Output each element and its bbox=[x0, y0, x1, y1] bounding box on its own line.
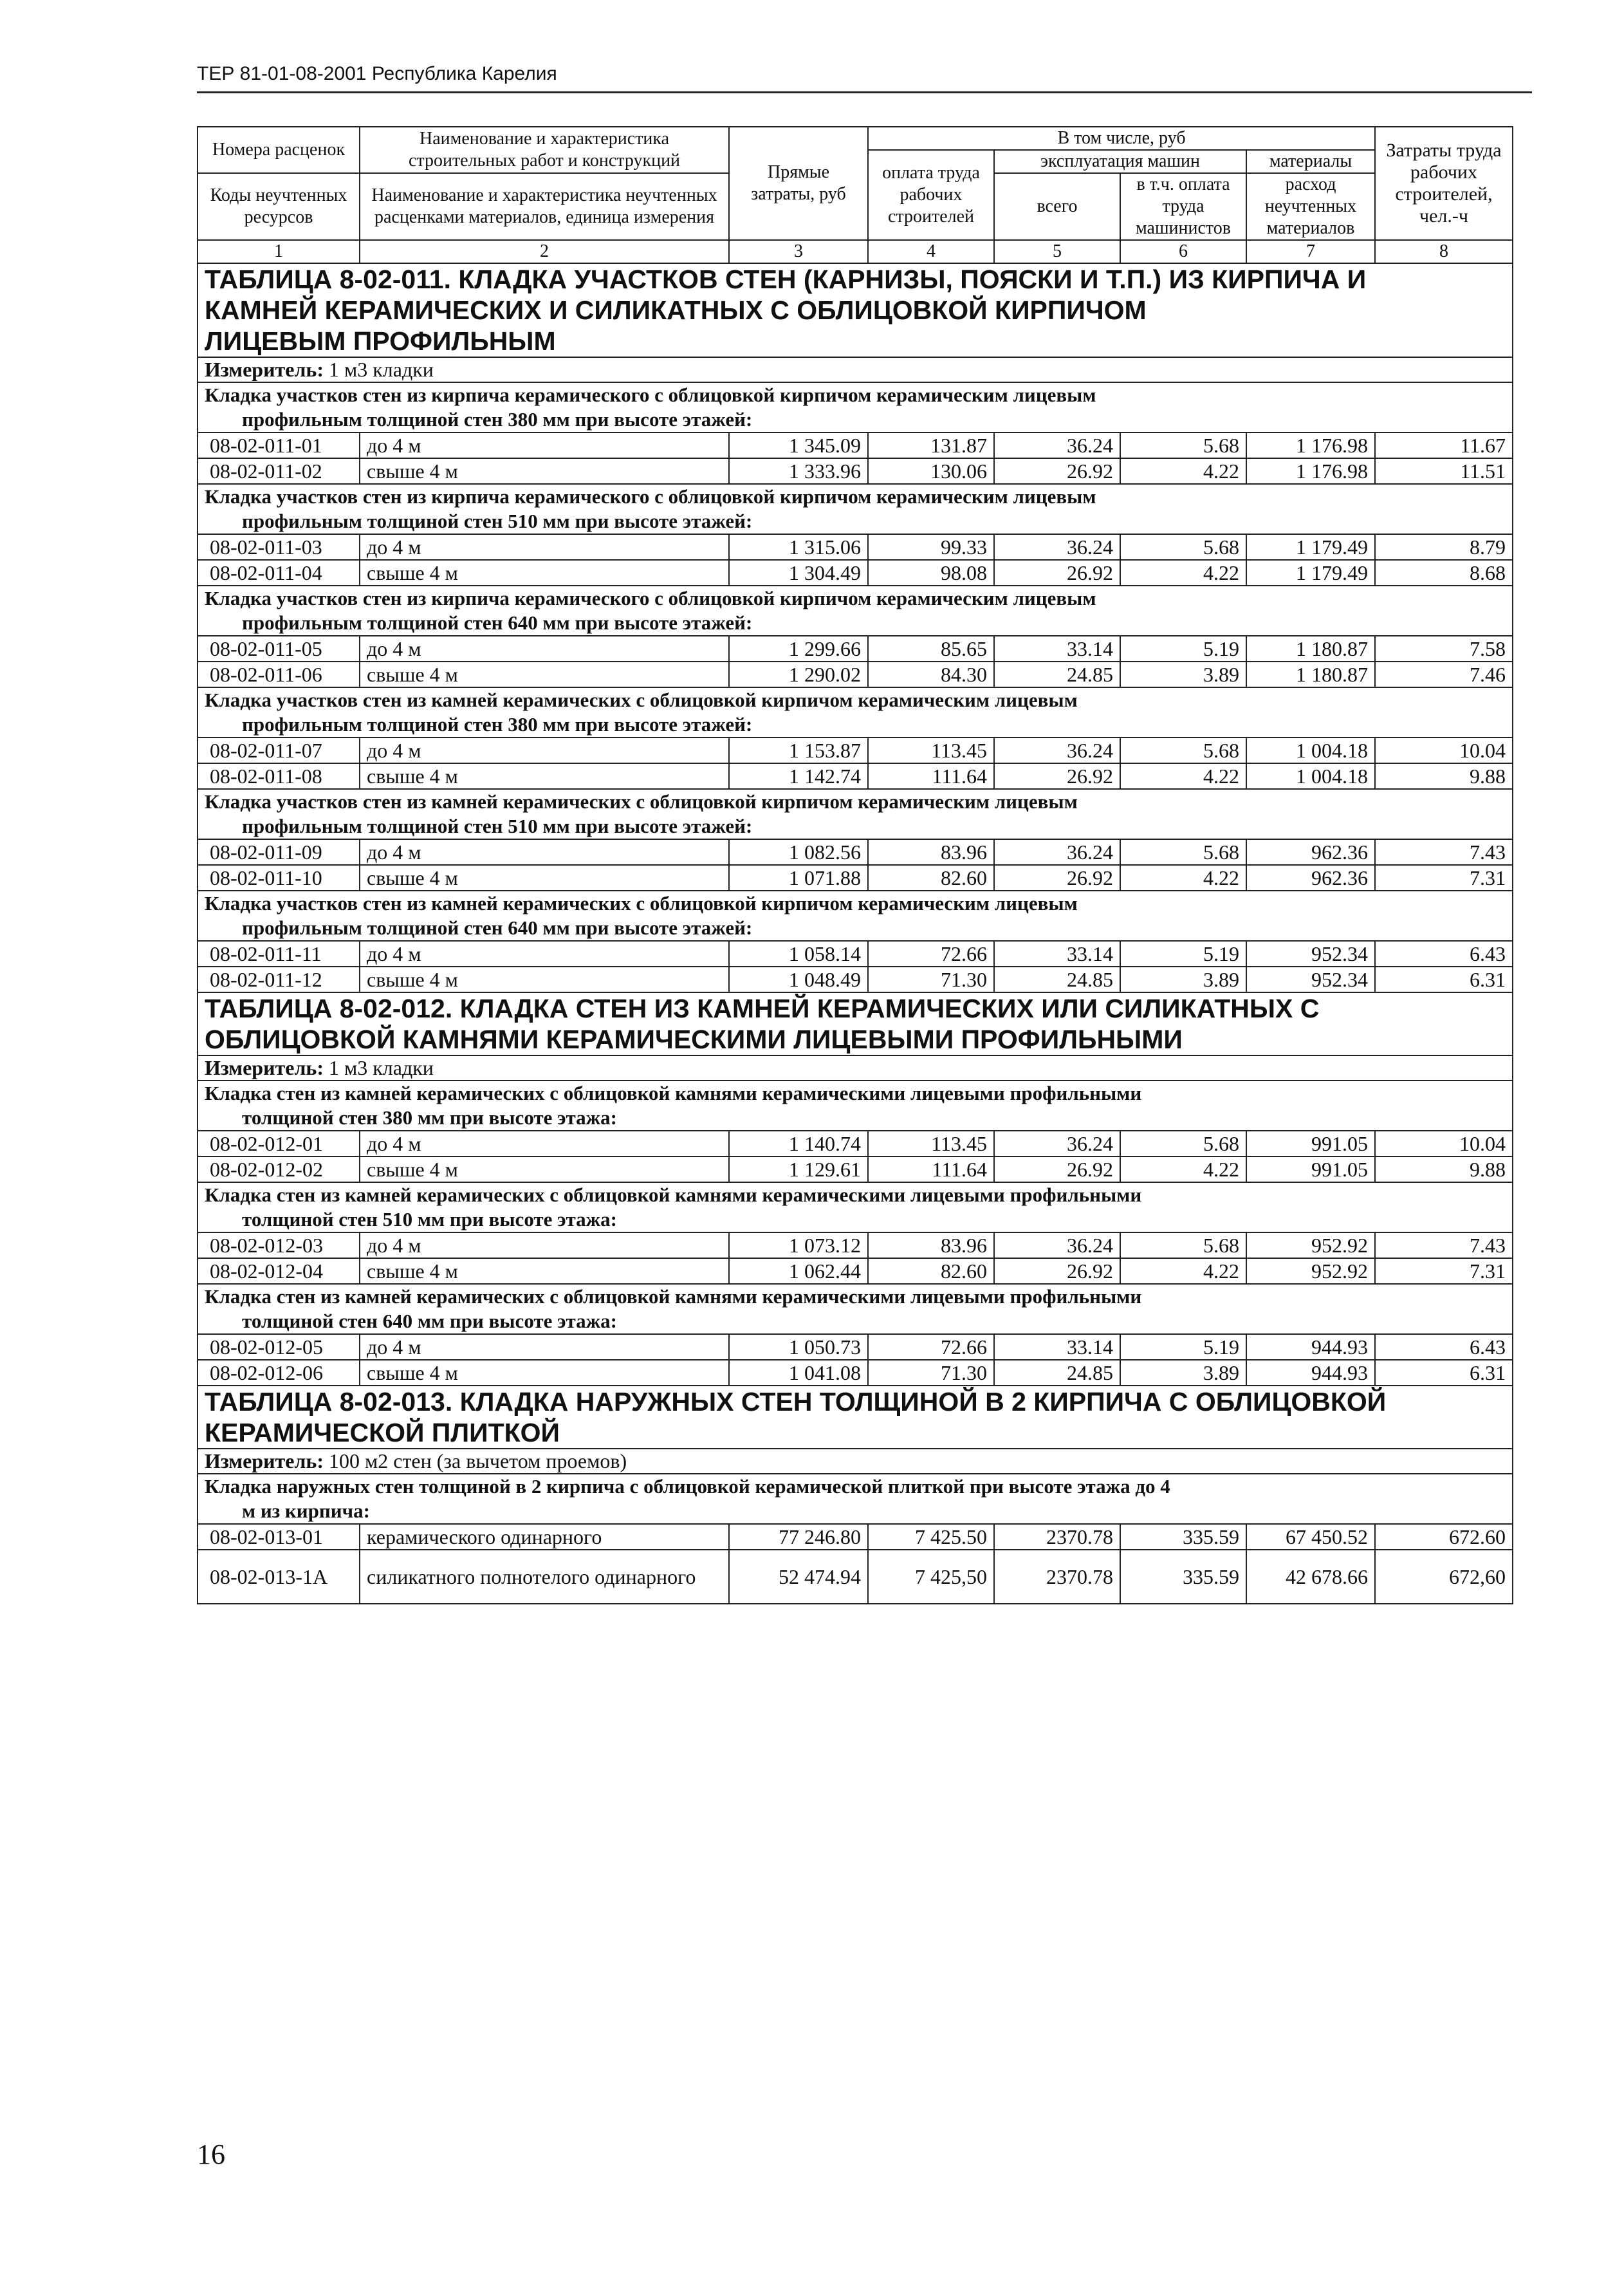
work-name: керамического одинарного bbox=[360, 1524, 729, 1550]
labor-wages: 113.45 bbox=[868, 1131, 994, 1156]
operator-wages: 335.59 bbox=[1120, 1550, 1246, 1604]
work-name: до 4 м bbox=[360, 839, 729, 865]
table-title bbox=[198, 992, 1513, 1055]
rate-code: 08-02-011-06 bbox=[198, 662, 360, 687]
table-row bbox=[198, 432, 1513, 458]
rate-code: 08-02-011-02 bbox=[198, 458, 360, 484]
labor-wages: 83.96 bbox=[868, 839, 994, 865]
table-row bbox=[198, 839, 1513, 865]
labor-wages: 99.33 bbox=[868, 534, 994, 560]
col-header-incl: В том числе, руб bbox=[868, 127, 1375, 150]
col-header-resource-codes: Коды неучтенных ресурсов bbox=[198, 173, 360, 240]
table-row bbox=[198, 1258, 1513, 1284]
table-title bbox=[198, 1386, 1513, 1449]
group-heading-line: профильным толщиной стен 380 мм при высоте этажей: bbox=[242, 713, 753, 736]
group-heading-line: Кладка стен из камней керамических с облицовкой камнями керамическими лицевыми профильными bbox=[205, 1082, 1142, 1104]
group-heading bbox=[198, 484, 1513, 534]
operator-wages: 4.22 bbox=[1120, 763, 1246, 789]
group-heading-line: Кладка участков стен из кирпича керамического с облицовкой кирпичом керамическим лицевым bbox=[205, 485, 1096, 508]
table-title-row bbox=[198, 1386, 1513, 1449]
direct-cost: 1 062.44 bbox=[729, 1258, 868, 1284]
table-title-line: КЕРАМИЧЕСКОЙ ПЛИТКОЙ bbox=[205, 1418, 560, 1447]
rate-code: 08-02-011-10 bbox=[198, 865, 360, 891]
table-row bbox=[198, 534, 1513, 560]
col-number: 3 bbox=[729, 240, 868, 263]
group-heading bbox=[198, 687, 1513, 738]
col-number: 8 bbox=[1375, 240, 1513, 263]
materials-cost: 952.34 bbox=[1246, 941, 1375, 967]
direct-cost: 1 129.61 bbox=[729, 1156, 868, 1182]
operator-wages: 4.22 bbox=[1120, 1258, 1246, 1284]
group-heading-line: Кладка стен из камней керамических с облицовкой камнями керамическими лицевыми профильными bbox=[205, 1184, 1142, 1206]
materials-cost: 944.93 bbox=[1246, 1360, 1375, 1386]
column-number-row bbox=[198, 240, 1513, 263]
labor-wages: 131.87 bbox=[868, 432, 994, 458]
table-row bbox=[198, 738, 1513, 763]
machine-cost: 2370.78 bbox=[994, 1524, 1120, 1550]
rate-code: 08-02-013-01 bbox=[198, 1524, 360, 1550]
group-heading bbox=[198, 1474, 1513, 1524]
rate-code: 08-02-012-06 bbox=[198, 1360, 360, 1386]
operator-wages: 3.89 bbox=[1120, 967, 1246, 992]
table-row bbox=[198, 662, 1513, 687]
group-heading-line: профильным толщиной стен 510 мм при высоте этажей: bbox=[242, 815, 753, 837]
unit-label: Измеритель: bbox=[205, 1449, 324, 1472]
operator-wages: 3.89 bbox=[1120, 662, 1246, 687]
direct-cost: 1 082.56 bbox=[729, 839, 868, 865]
direct-cost: 1 142.74 bbox=[729, 763, 868, 789]
rate-code: 08-02-011-04 bbox=[198, 560, 360, 586]
work-name: до 4 м bbox=[360, 534, 729, 560]
machine-cost: 33.14 bbox=[994, 1334, 1120, 1360]
labor-wages: 71.30 bbox=[868, 967, 994, 992]
col-header-unaccounted-materials: расход неучтенных материалов bbox=[1246, 173, 1375, 240]
col-number: 1 bbox=[198, 240, 360, 263]
table-unit bbox=[198, 1055, 1513, 1081]
labor-hours: 6.43 bbox=[1375, 1334, 1513, 1360]
col-header-labor-hours: Затраты труда рабочих строителей, чел.-ч bbox=[1375, 127, 1513, 240]
header-row-1 bbox=[198, 127, 1513, 150]
table-title-line: ОБЛИЦОВКОЙ КАМНЯМИ КЕРАМИЧЕСКИМИ ЛИЦЕВЫМИ ПРОФИЛЬНЫМИ bbox=[205, 1025, 1183, 1054]
work-name: свыше 4 м bbox=[360, 967, 729, 992]
table-unit-row bbox=[198, 1449, 1513, 1474]
group-heading-line: толщиной стен 380 мм при высоте этажа: bbox=[242, 1106, 617, 1129]
table-title-line: ТАБЛИЦА 8-02-012. КЛАДКА СТЕН ИЗ КАМНЕЙ КЕРАМИЧЕСКИХ ИЛИ СИЛИКАТНЫХ С bbox=[205, 994, 1320, 1023]
group-heading-line: профильным толщиной стен 640 мм при высоте этажей: bbox=[242, 611, 753, 634]
table-title-row bbox=[198, 263, 1513, 357]
labor-wages: 113.45 bbox=[868, 738, 994, 763]
labor-hours: 9.88 bbox=[1375, 763, 1513, 789]
work-name: свыше 4 м bbox=[360, 662, 729, 687]
labor-wages: 85.65 bbox=[868, 636, 994, 662]
rate-code: 08-02-013-1А bbox=[198, 1550, 360, 1604]
group-heading-line: Кладка наружных стен толщиной в 2 кирпича с облицовкой керамической плиткой при высоте этажа до 4 bbox=[205, 1475, 1170, 1498]
direct-cost: 1 290.02 bbox=[729, 662, 868, 687]
rate-code: 08-02-011-01 bbox=[198, 432, 360, 458]
labor-wages: 111.64 bbox=[868, 1156, 994, 1182]
labor-wages: 7 425.50 bbox=[868, 1524, 994, 1550]
unit-value: 1 м3 кладки bbox=[328, 1056, 434, 1079]
direct-cost: 52 474.94 bbox=[729, 1550, 868, 1604]
operator-wages: 5.19 bbox=[1120, 1334, 1246, 1360]
materials-cost: 952.92 bbox=[1246, 1258, 1375, 1284]
machine-cost: 33.14 bbox=[994, 941, 1120, 967]
group-heading-line: профильным толщиной стен 380 мм при высоте этажей: bbox=[242, 408, 753, 431]
direct-cost: 1 153.87 bbox=[729, 738, 868, 763]
table-row bbox=[198, 636, 1513, 662]
direct-cost: 1 140.74 bbox=[729, 1131, 868, 1156]
table-row bbox=[198, 560, 1513, 586]
running-header: ТЕР 81-01-08-2001 Республика Карелия bbox=[197, 63, 557, 84]
labor-hours: 6.31 bbox=[1375, 1360, 1513, 1386]
materials-cost: 1 179.49 bbox=[1246, 534, 1375, 560]
direct-cost: 1 333.96 bbox=[729, 458, 868, 484]
col-header-resource-names: Наименование и характеристика неучтенных расценками материалов, единица измерения bbox=[360, 173, 729, 240]
group-heading-row bbox=[198, 1284, 1513, 1334]
group-heading-line: Кладка участков стен из кирпича керамического с облицовкой кирпичом керамическим лицевым bbox=[205, 587, 1096, 609]
labor-hours: 7.31 bbox=[1375, 1258, 1513, 1284]
labor-wages: 82.60 bbox=[868, 865, 994, 891]
col-number: 2 bbox=[360, 240, 729, 263]
work-name: свыше 4 м bbox=[360, 865, 729, 891]
labor-hours: 672.60 bbox=[1375, 1524, 1513, 1550]
group-heading bbox=[198, 1182, 1513, 1232]
group-heading-line: Кладка участков стен из камней керамических с облицовкой кирпичом керамическим лицевым bbox=[205, 790, 1078, 813]
group-heading-line: Кладка участков стен из камней керамических с облицовкой кирпичом керамическим лицевым bbox=[205, 689, 1078, 711]
machine-cost: 24.85 bbox=[994, 1360, 1120, 1386]
labor-wages: 72.66 bbox=[868, 1334, 994, 1360]
rate-code: 08-02-011-05 bbox=[198, 636, 360, 662]
group-heading-line: профильным толщиной стен 640 мм при высоте этажей: bbox=[242, 916, 753, 939]
table-row bbox=[198, 1156, 1513, 1182]
work-name: свыше 4 м bbox=[360, 458, 729, 484]
work-name: до 4 м bbox=[360, 738, 729, 763]
materials-cost: 962.36 bbox=[1246, 839, 1375, 865]
machine-cost: 26.92 bbox=[994, 763, 1120, 789]
unit-label: Измеритель: bbox=[205, 1056, 324, 1079]
operator-wages: 4.22 bbox=[1120, 560, 1246, 586]
group-heading-line: Кладка участков стен из камней керамических с облицовкой кирпичом керамическим лицевым bbox=[205, 892, 1078, 915]
materials-cost: 67 450.52 bbox=[1246, 1524, 1375, 1550]
group-heading bbox=[198, 891, 1513, 941]
materials-cost: 1 180.87 bbox=[1246, 662, 1375, 687]
labor-wages: 130.06 bbox=[868, 458, 994, 484]
operator-wages: 5.19 bbox=[1120, 636, 1246, 662]
group-heading-row bbox=[198, 1081, 1513, 1131]
unit-value: 100 м2 стен (за вычетом проемов) bbox=[328, 1449, 627, 1472]
group-heading-line: профильным толщиной стен 510 мм при высоте этажей: bbox=[242, 510, 753, 532]
direct-cost: 1 041.08 bbox=[729, 1360, 868, 1386]
labor-hours: 7.31 bbox=[1375, 865, 1513, 891]
machine-cost: 26.92 bbox=[994, 458, 1120, 484]
table-row bbox=[198, 763, 1513, 789]
rate-code: 08-02-012-05 bbox=[198, 1334, 360, 1360]
header-rule bbox=[197, 91, 1532, 93]
table-row bbox=[198, 967, 1513, 992]
table-title bbox=[198, 263, 1513, 357]
materials-cost: 944.93 bbox=[1246, 1334, 1375, 1360]
direct-cost: 1 073.12 bbox=[729, 1232, 868, 1258]
col-header-operator-wages: в т.ч. оплата труда машинистов bbox=[1120, 173, 1246, 240]
labor-hours: 8.79 bbox=[1375, 534, 1513, 560]
table-row bbox=[198, 1334, 1513, 1360]
labor-hours: 9.88 bbox=[1375, 1156, 1513, 1182]
col-header-machines: эксплуатация машин bbox=[994, 150, 1246, 173]
col-header-machines-total: всего bbox=[994, 173, 1120, 240]
table-title-line: ТАБЛИЦА 8-02-011. КЛАДКА УЧАСТКОВ СТЕН (КАРНИЗЫ, ПОЯСКИ И Т.П.) ИЗ КИРПИЧА И bbox=[205, 265, 1367, 294]
work-name: до 4 м bbox=[360, 1232, 729, 1258]
table-row bbox=[198, 1550, 1513, 1604]
group-heading bbox=[198, 586, 1513, 636]
operator-wages: 5.19 bbox=[1120, 941, 1246, 967]
labor-hours: 10.04 bbox=[1375, 1131, 1513, 1156]
rate-code: 08-02-012-01 bbox=[198, 1131, 360, 1156]
labor-hours: 11.67 bbox=[1375, 432, 1513, 458]
rate-code: 08-02-012-04 bbox=[198, 1258, 360, 1284]
materials-cost: 1 176.98 bbox=[1246, 458, 1375, 484]
operator-wages: 4.22 bbox=[1120, 458, 1246, 484]
rate-code: 08-02-011-12 bbox=[198, 967, 360, 992]
rate-code: 08-02-011-11 bbox=[198, 941, 360, 967]
work-name: до 4 м bbox=[360, 1131, 729, 1156]
materials-cost: 42 678.66 bbox=[1246, 1550, 1375, 1604]
table-row bbox=[198, 941, 1513, 967]
machine-cost: 36.24 bbox=[994, 1232, 1120, 1258]
labor-hours: 672,60 bbox=[1375, 1550, 1513, 1604]
labor-hours: 7.46 bbox=[1375, 662, 1513, 687]
materials-cost: 991.05 bbox=[1246, 1156, 1375, 1182]
rate-code: 08-02-011-08 bbox=[198, 763, 360, 789]
operator-wages: 4.22 bbox=[1120, 1156, 1246, 1182]
table-unit-row bbox=[198, 1055, 1513, 1081]
materials-cost: 1 179.49 bbox=[1246, 560, 1375, 586]
col-number: 4 bbox=[868, 240, 994, 263]
table-unit-row bbox=[198, 357, 1513, 382]
machine-cost: 26.92 bbox=[994, 865, 1120, 891]
group-heading bbox=[198, 1081, 1513, 1131]
operator-wages: 3.89 bbox=[1120, 1360, 1246, 1386]
work-name: силикатного полнотелого одинарного bbox=[360, 1550, 729, 1604]
group-heading-row bbox=[198, 1474, 1513, 1524]
group-heading bbox=[198, 382, 1513, 432]
materials-cost: 962.36 bbox=[1246, 865, 1375, 891]
group-heading-line: толщиной стен 640 мм при высоте этажа: bbox=[242, 1310, 617, 1332]
materials-cost: 1 004.18 bbox=[1246, 738, 1375, 763]
rate-code: 08-02-011-07 bbox=[198, 738, 360, 763]
table-unit bbox=[198, 357, 1513, 382]
col-number: 5 bbox=[994, 240, 1120, 263]
machine-cost: 2370.78 bbox=[994, 1550, 1120, 1604]
work-name: до 4 м bbox=[360, 636, 729, 662]
group-heading-line: Кладка стен из камней керамических с облицовкой камнями керамическими лицевыми профильными bbox=[205, 1285, 1142, 1308]
labor-wages: 84.30 bbox=[868, 662, 994, 687]
labor-wages: 71.30 bbox=[868, 1360, 994, 1386]
table-row bbox=[198, 1131, 1513, 1156]
machine-cost: 36.24 bbox=[994, 534, 1120, 560]
labor-hours: 8.68 bbox=[1375, 560, 1513, 586]
direct-cost: 77 246.80 bbox=[729, 1524, 868, 1550]
machine-cost: 26.92 bbox=[994, 1258, 1120, 1284]
work-name: до 4 м bbox=[360, 941, 729, 967]
operator-wages: 5.68 bbox=[1120, 1232, 1246, 1258]
work-name: свыше 4 м bbox=[360, 1360, 729, 1386]
rates-table bbox=[197, 126, 1513, 1604]
machine-cost: 36.24 bbox=[994, 839, 1120, 865]
table-row bbox=[198, 865, 1513, 891]
materials-cost: 1 004.18 bbox=[1246, 763, 1375, 789]
group-heading-line: Кладка участков стен из кирпича керамического с облицовкой кирпичом керамическим лицевым bbox=[205, 384, 1096, 406]
labor-hours: 7.43 bbox=[1375, 839, 1513, 865]
direct-cost: 1 299.66 bbox=[729, 636, 868, 662]
group-heading-row bbox=[198, 484, 1513, 534]
group-heading bbox=[198, 1284, 1513, 1334]
col-header-materials: материалы bbox=[1246, 150, 1375, 173]
col-header-wages: оплата труда рабочих строителей bbox=[868, 150, 994, 240]
operator-wages: 5.68 bbox=[1120, 1131, 1246, 1156]
labor-hours: 7.58 bbox=[1375, 636, 1513, 662]
machine-cost: 36.24 bbox=[994, 432, 1120, 458]
table-title-line: КАМНЕЙ КЕРАМИЧЕСКИХ И СИЛИКАТНЫХ С ОБЛИЦОВКОЙ КИРПИЧОМ bbox=[205, 295, 1147, 325]
col-header-name: Наименование и характеристика строительных работ и конструкций bbox=[360, 127, 729, 173]
labor-hours: 11.51 bbox=[1375, 458, 1513, 484]
materials-cost: 1 180.87 bbox=[1246, 636, 1375, 662]
machine-cost: 26.92 bbox=[994, 560, 1120, 586]
work-name: свыше 4 м bbox=[360, 1156, 729, 1182]
labor-wages: 111.64 bbox=[868, 763, 994, 789]
materials-cost: 952.34 bbox=[1246, 967, 1375, 992]
materials-cost: 952.92 bbox=[1246, 1232, 1375, 1258]
page-number: 16 bbox=[197, 2139, 225, 2170]
operator-wages: 4.22 bbox=[1120, 865, 1246, 891]
table-row bbox=[198, 1524, 1513, 1550]
work-name: свыше 4 м bbox=[360, 1258, 729, 1284]
machine-cost: 24.85 bbox=[994, 662, 1120, 687]
group-heading-line: толщиной стен 510 мм при высоте этажа: bbox=[242, 1208, 617, 1230]
direct-cost: 1 071.88 bbox=[729, 865, 868, 891]
operator-wages: 5.68 bbox=[1120, 534, 1246, 560]
rate-code: 08-02-012-03 bbox=[198, 1232, 360, 1258]
work-name: свыше 4 м bbox=[360, 560, 729, 586]
rate-code: 08-02-012-02 bbox=[198, 1156, 360, 1182]
table-unit bbox=[198, 1449, 1513, 1474]
group-heading-row bbox=[198, 1182, 1513, 1232]
labor-wages: 7 425,50 bbox=[868, 1550, 994, 1604]
table-title-row bbox=[198, 992, 1513, 1055]
machine-cost: 33.14 bbox=[994, 636, 1120, 662]
direct-cost: 1 345.09 bbox=[729, 432, 868, 458]
direct-cost: 1 304.49 bbox=[729, 560, 868, 586]
group-heading-row bbox=[198, 891, 1513, 941]
table-row bbox=[198, 458, 1513, 484]
operator-wages: 335.59 bbox=[1120, 1524, 1246, 1550]
materials-cost: 991.05 bbox=[1246, 1131, 1375, 1156]
labor-hours: 10.04 bbox=[1375, 738, 1513, 763]
operator-wages: 5.68 bbox=[1120, 738, 1246, 763]
labor-wages: 72.66 bbox=[868, 941, 994, 967]
col-number: 6 bbox=[1120, 240, 1246, 263]
labor-hours: 6.43 bbox=[1375, 941, 1513, 967]
direct-cost: 1 058.14 bbox=[729, 941, 868, 967]
unit-label: Измеритель: bbox=[205, 358, 324, 381]
table-row bbox=[198, 1360, 1513, 1386]
rate-code: 08-02-011-03 bbox=[198, 534, 360, 560]
table-title-line: ЛИЦЕВЫМ ПРОФИЛЬНЫМ bbox=[205, 326, 556, 356]
group-heading bbox=[198, 789, 1513, 839]
machine-cost: 36.24 bbox=[994, 738, 1120, 763]
table-row bbox=[198, 1232, 1513, 1258]
unit-value: 1 м3 кладки bbox=[328, 358, 434, 381]
direct-cost: 1 048.49 bbox=[729, 967, 868, 992]
labor-wages: 98.08 bbox=[868, 560, 994, 586]
work-name: до 4 м bbox=[360, 432, 729, 458]
group-heading-line: м из кирпича: bbox=[242, 1499, 370, 1522]
machine-cost: 36.24 bbox=[994, 1131, 1120, 1156]
col-number: 7 bbox=[1246, 240, 1375, 263]
labor-hours: 7.43 bbox=[1375, 1232, 1513, 1258]
materials-cost: 1 176.98 bbox=[1246, 432, 1375, 458]
work-name: свыше 4 м bbox=[360, 763, 729, 789]
machine-cost: 26.92 bbox=[994, 1156, 1120, 1182]
direct-cost: 1 050.73 bbox=[729, 1334, 868, 1360]
work-name: до 4 м bbox=[360, 1334, 729, 1360]
group-heading-row bbox=[198, 586, 1513, 636]
group-heading-row bbox=[198, 687, 1513, 738]
machine-cost: 24.85 bbox=[994, 967, 1120, 992]
col-header-direct-cost: Прямые затраты, руб bbox=[729, 127, 868, 240]
group-heading-row bbox=[198, 382, 1513, 432]
labor-hours: 6.31 bbox=[1375, 967, 1513, 992]
labor-wages: 82.60 bbox=[868, 1258, 994, 1284]
labor-wages: 83.96 bbox=[868, 1232, 994, 1258]
col-header-codes: Номера расценок bbox=[198, 127, 360, 173]
group-heading-row bbox=[198, 789, 1513, 839]
rate-code: 08-02-011-09 bbox=[198, 839, 360, 865]
operator-wages: 5.68 bbox=[1120, 839, 1246, 865]
operator-wages: 5.68 bbox=[1120, 432, 1246, 458]
direct-cost: 1 315.06 bbox=[729, 534, 868, 560]
table-title-line: ТАБЛИЦА 8-02-013. КЛАДКА НАРУЖНЫХ СТЕН ТОЛЩИНОЙ В 2 КИРПИЧА С ОБЛИЦОВКОЙ bbox=[205, 1387, 1387, 1416]
